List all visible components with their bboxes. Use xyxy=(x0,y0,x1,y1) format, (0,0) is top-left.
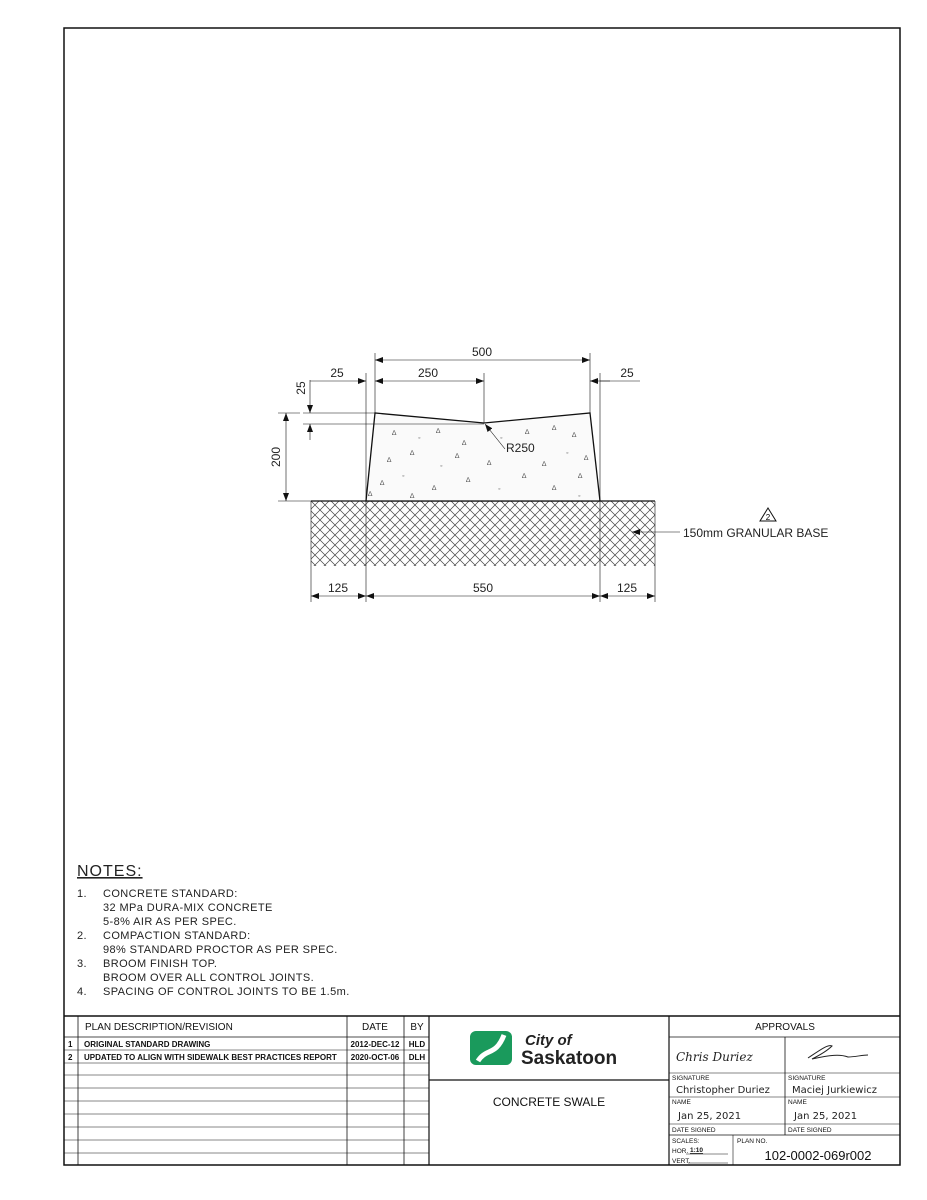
svg-text:∆: ∆ xyxy=(487,460,492,467)
dim-left-offset: 25 xyxy=(330,366,344,380)
revision-table xyxy=(68,1022,425,1062)
svg-text:DATE SIGNED: DATE SIGNED xyxy=(672,1127,716,1134)
base-label: 150mm GRANULAR BASE xyxy=(683,526,829,540)
svg-text:BY: BY xyxy=(410,1022,424,1033)
svg-text:∆: ∆ xyxy=(525,429,530,436)
svg-text:DATE: DATE xyxy=(362,1022,388,1033)
svg-text:COMPACTION STANDARD:: COMPACTION STANDARD: xyxy=(103,930,251,942)
signature-2 xyxy=(808,1046,868,1059)
svg-text:2: 2 xyxy=(765,513,771,522)
concrete-swale xyxy=(366,413,600,501)
dim-radius: R250 xyxy=(506,441,535,455)
svg-text:PLAN DESCRIPTION/REVISION: PLAN DESCRIPTION/REVISION xyxy=(85,1022,233,1033)
svg-text:2020-OCT-06: 2020-OCT-06 xyxy=(350,1053,400,1062)
svg-text:∆: ∆ xyxy=(380,480,385,487)
svg-text:∆: ∆ xyxy=(410,493,415,500)
svg-text:SIGNATURE: SIGNATURE xyxy=(672,1075,710,1082)
svg-text:CONCRETE STANDARD:: CONCRETE STANDARD: xyxy=(103,888,238,900)
svg-text:Maciej Jurkiewicz: Maciej Jurkiewicz xyxy=(792,1085,877,1096)
svg-text:Christopher Duriez: Christopher Duriez xyxy=(676,1085,770,1096)
svg-text:1.: 1. xyxy=(77,888,87,900)
svg-text:City of: City of xyxy=(525,1032,572,1049)
svg-text:∆: ∆ xyxy=(552,425,557,432)
svg-text:◦: ◦ xyxy=(440,463,443,470)
svg-text:98% STANDARD PROCTOR AS PER SP: 98% STANDARD PROCTOR AS PER SPEC. xyxy=(103,944,338,956)
svg-text:∆: ∆ xyxy=(572,432,577,439)
notes-section xyxy=(77,863,350,998)
svg-text:◦: ◦ xyxy=(566,450,569,457)
svg-text:VERT.: VERT. xyxy=(672,1158,691,1165)
svg-text:∆: ∆ xyxy=(578,473,583,480)
svg-text:NAME: NAME xyxy=(672,1099,691,1106)
notes-heading: NOTES: xyxy=(77,863,143,880)
svg-text:∆: ∆ xyxy=(392,430,397,437)
svg-text:∆: ∆ xyxy=(466,477,471,484)
granular-base xyxy=(311,501,655,566)
svg-text:∆: ∆ xyxy=(542,461,547,468)
svg-text:Jan 25, 2021: Jan 25, 2021 xyxy=(678,1111,742,1122)
svg-text:5-8% AIR AS PER SPEC.: 5-8% AIR AS PER SPEC. xyxy=(103,916,237,928)
dim-top-overall: 500 xyxy=(471,345,493,359)
plan-number: 102-0002-069r002 xyxy=(764,1148,872,1163)
dim-base-right: 125 xyxy=(616,581,638,595)
svg-text:2012-DEC-12: 2012-DEC-12 xyxy=(350,1040,400,1049)
approvals-section xyxy=(672,1022,877,1165)
svg-text:ORIGINAL STANDARD DRAWING: ORIGINAL STANDARD DRAWING xyxy=(84,1040,211,1049)
svg-text:2.: 2. xyxy=(77,930,87,942)
revision-triangle-icon xyxy=(760,508,776,522)
svg-text:Jan 25, 2021: Jan 25, 2021 xyxy=(794,1111,858,1122)
svg-text:UPDATED TO ALIGN WITH SIDEWALK: UPDATED TO ALIGN WITH SIDEWALK BEST PRACTICES REPORT xyxy=(84,1053,337,1062)
signature-1: Chris Duriez xyxy=(676,1050,753,1064)
dim-right-offset: 25 xyxy=(620,366,634,380)
svg-text:◦: ◦ xyxy=(418,435,421,442)
svg-text:◦: ◦ xyxy=(500,435,503,442)
svg-text:1:10: 1:10 xyxy=(690,1147,704,1154)
svg-text:DLH: DLH xyxy=(408,1053,426,1062)
svg-text:4.: 4. xyxy=(77,986,87,998)
svg-text:2: 2 xyxy=(68,1053,73,1062)
drawing-title: CONCRETE SWALE xyxy=(492,1095,606,1109)
svg-text:∆: ∆ xyxy=(436,428,441,435)
dim-base-left: 125 xyxy=(327,581,349,595)
svg-text:◦: ◦ xyxy=(402,473,405,480)
svg-text:32 MPa DURA-MIX CONCRETE: 32 MPa DURA-MIX CONCRETE xyxy=(103,902,273,914)
swale-section-drawing xyxy=(269,345,828,602)
svg-text:DATE SIGNED: DATE SIGNED xyxy=(788,1127,832,1134)
svg-text:SCALES:: SCALES: xyxy=(672,1138,700,1145)
svg-text:∆: ∆ xyxy=(368,491,373,498)
svg-text:∆: ∆ xyxy=(387,457,392,464)
svg-text:NAME: NAME xyxy=(788,1099,807,1106)
svg-text:∆: ∆ xyxy=(462,440,467,447)
svg-text:APPROVALS: APPROVALS xyxy=(755,1022,815,1033)
svg-text:HOR.: HOR. xyxy=(672,1148,689,1155)
svg-text:1: 1 xyxy=(68,1040,73,1049)
svg-text:∆: ∆ xyxy=(552,485,557,492)
svg-text:BROOM FINISH TOP.: BROOM FINISH TOP. xyxy=(103,958,218,970)
svg-text:3.: 3. xyxy=(77,958,87,970)
svg-text:◦: ◦ xyxy=(578,493,581,500)
svg-text:PLAN NO.: PLAN NO. xyxy=(737,1138,768,1145)
svg-text:HLD: HLD xyxy=(408,1040,426,1049)
svg-text:∆: ∆ xyxy=(410,450,415,457)
svg-text:BROOM OVER ALL CONTROL JOINTS.: BROOM OVER ALL CONTROL JOINTS. xyxy=(103,972,315,984)
svg-text:∆: ∆ xyxy=(584,455,589,462)
svg-text:∆: ∆ xyxy=(455,453,460,460)
city-logo xyxy=(470,1031,617,1069)
svg-text:SIGNATURE: SIGNATURE xyxy=(788,1075,826,1082)
dim-base-center: 550 xyxy=(472,581,494,595)
svg-text:∆: ∆ xyxy=(432,485,437,492)
svg-text:SPACING OF CONTROL JOINTS TO B: SPACING OF CONTROL JOINTS TO BE 1.5m. xyxy=(103,986,350,998)
dim-height: 200 xyxy=(269,446,283,468)
dim-left-vertical: 25 xyxy=(294,381,308,395)
svg-text:◦: ◦ xyxy=(498,486,501,493)
dim-half-width: 250 xyxy=(417,366,439,380)
svg-text:Saskatoon: Saskatoon xyxy=(521,1048,618,1069)
svg-text:∆: ∆ xyxy=(522,473,527,480)
